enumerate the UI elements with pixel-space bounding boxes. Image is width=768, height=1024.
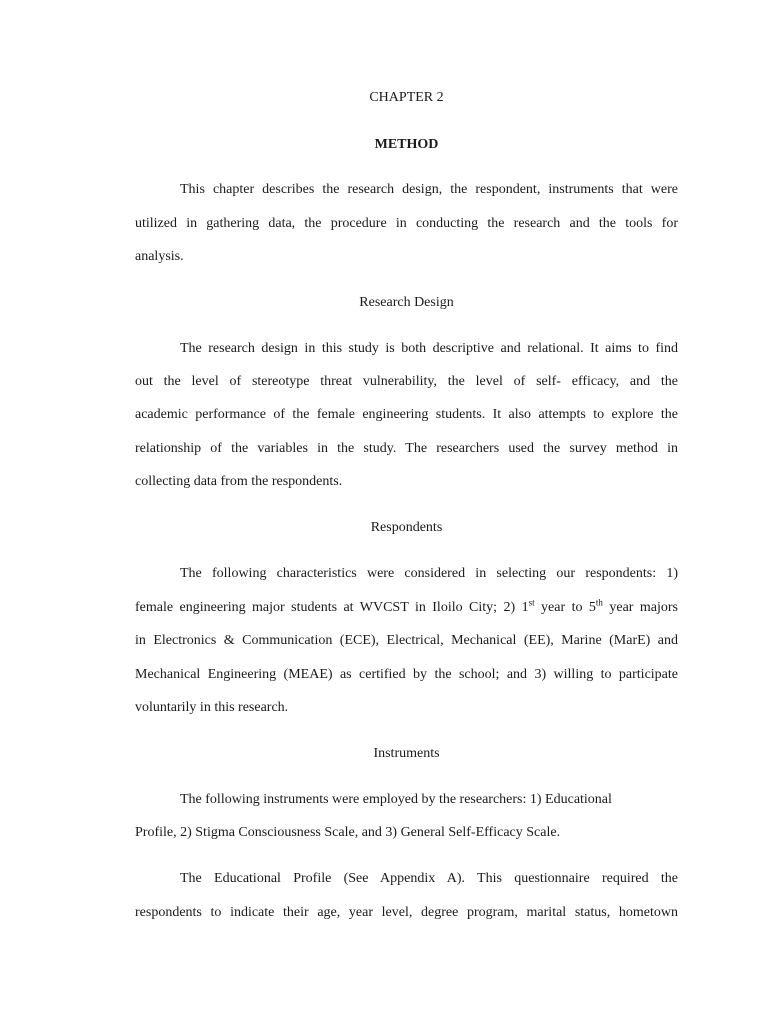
research-design-line-3: academic performance of the female engineering students. It also attempts to explore the (135, 407, 678, 422)
research-design-line-4: relationship of the variables in the study. The researchers used the survey method in (135, 441, 678, 456)
chapter-title: METHOD (374, 137, 439, 152)
chapter-label: CHAPTER 2 (369, 90, 444, 105)
respondents-line-5: voluntarily in this research. (135, 700, 289, 715)
instruments-line-3: The Educational Profile (See Appendix A). This questionnaire required the (180, 871, 678, 886)
respondents-line-3: in Electronics & Communication (ECE), Electrical, Mechanical (EE), Marine (MarE) and (135, 633, 678, 648)
intro-line-2: utilized in gathering data, the procedure in conducting the research and the tools for (135, 216, 678, 231)
respondents-heading: Respondents (370, 520, 443, 535)
respondents-line-2 (135, 599, 678, 617)
superscript-st: st (528, 597, 535, 608)
research-design-line-5: collecting data from the respondents. (135, 474, 343, 489)
respondents-line-2-part-1: female engineering major students at WVCST in Iloilo City; 2) 1 (135, 600, 529, 615)
research-design-line-2: out the level of stereotype threat vulnerability, the level of self- efficacy, and the (135, 374, 678, 389)
instruments-heading: Instruments (373, 746, 440, 761)
respondents-line-2-part-3: year majors (602, 600, 678, 615)
instruments-line-2: Profile, 2) Stigma Consciousness Scale, and 3) General Self-Efficacy Scale. (135, 825, 561, 840)
instruments-line-1: The following instruments were employed by the researchers: 1) Educational (180, 792, 612, 807)
respondents-line-1: The following characteristics were considered in selecting our respondents: 1) (180, 566, 678, 581)
intro-line-3: analysis. (135, 249, 184, 264)
intro-line-1: This chapter describes the research design, the respondent, instruments that were (180, 182, 678, 197)
superscript-th: th (595, 597, 603, 608)
respondents-line-4: Mechanical Engineering (MEAE) as certified by the school; and 3) willing to participate (135, 667, 678, 682)
respondents-line-2-part-2: year to 5 (534, 600, 596, 615)
research-design-line-1: The research design in this study is both descriptive and relational. It aims to find (180, 341, 678, 356)
research-design-heading: Research Design (359, 295, 454, 310)
instruments-line-4: respondents to indicate their age, year level, degree program, marital status, hometown (135, 905, 678, 920)
